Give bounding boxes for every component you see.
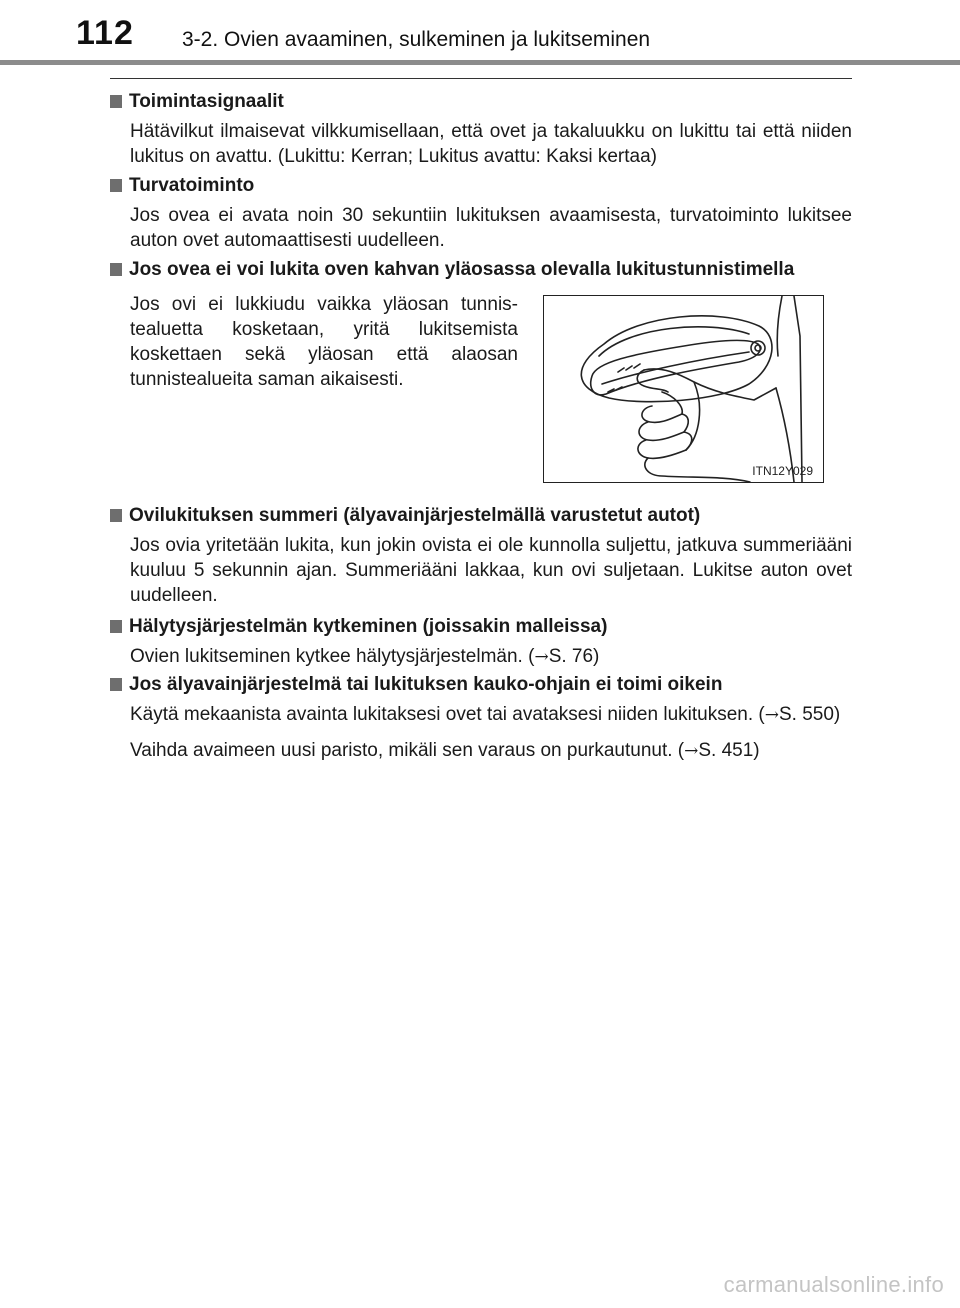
paragraph: Ovien lukitseminen kytkee hälytysjärjestelmän. (→S. 76) [130,646,600,667]
page-reference: S. 550) [778,704,841,725]
section-ovilukituksen-summeri [110,504,852,608]
watermark: carmanualsonline.info [723,1272,944,1297]
paragraph: Hätävilkut ilmaisevat vilkkumisellaan, että ovet ja takaluukku on lukittu tai että niiden lukitus on avattu. (Lukittu: Kerran; Lukitus avattu: Kaksi kertaa) [130,121,852,167]
page-reference: S. 76) [548,646,600,667]
section-heading: Ovilukituksen summeri (älyavainjärjestelmällä varustetut autot) [110,504,852,528]
paragraph: Jos ovea ei avata noin 30 sekuntiin lukituksen avaamisesta, turvatoiminto lukitsee auton ovet automaattisesti uudelleen. [130,205,852,251]
square-bullet-icon [110,620,122,633]
chapter-title: 3-2. Ovien avaaminen, sulkeminen ja lukitseminen [182,28,651,51]
door-handle-figure [543,295,824,483]
square-bullet-icon [110,509,122,522]
square-bullet-icon [110,95,122,108]
figure-code: ITN12Y029 [752,464,813,478]
section-alyavainjarjestelma [110,673,852,764]
square-bullet-icon [110,678,122,691]
page-reference: S. 451) [698,740,760,761]
square-bullet-icon [110,263,122,276]
paragraph: Käytä mekaanista avainta lukitaksesi ovet tai avataksesi niiden lukituksen. (→S. 550) [130,704,841,725]
section-heading: Turvatoiminto [110,174,852,198]
door-handle-illustration [544,296,825,484]
paragraph: Jos ovia yritetään lukita, kun jokin ovista ei ole kunnolla suljettu, jatkuva summeriääni kuuluu 5 sekunnin ajan. Summeriääni lakkaa, kun ovi suljetaan. Lukitse auton ovet uudelleen. [130,535,852,606]
section-turvatoiminto [110,174,852,253]
square-bullet-icon [110,179,122,192]
paragraph: Vaihda avaimeen uusi paristo, mikäli sen varaus on purkautunut. (→S. 451) [130,740,760,761]
section-heading: Toimintasignaalit [110,90,852,114]
arrow-right-icon: → [684,741,699,761]
section-heading: Hälytysjärjestelmän kytkeminen (joissakin malleissa) [110,615,852,639]
paragraph: Jos ovi ei lukkiudu vaikka yläosan tunnistealuetta kosketaan, yritä lukitsemista koskettaen sekä yläosan että alaosan tunnistealueita saman aikaisesti. [130,294,518,390]
section-halytysjarjestelma [110,615,852,670]
section-heading: Jos ovea ei voi lukita oven kahvan yläosassa olevalla lukitustunnistimella [110,258,852,282]
section-heading: Jos älyavainjärjestelmä tai lukituksen kauko-ohjain ei toimi oikein [110,673,852,697]
header-bar [0,60,960,65]
arrow-right-icon: → [534,647,549,667]
arrow-right-icon: → [764,705,779,725]
section-rule [110,78,852,79]
page-number: 112 [76,14,134,52]
section-lukitustunnistin [110,258,852,282]
section-toimintasignaalit [110,90,852,169]
